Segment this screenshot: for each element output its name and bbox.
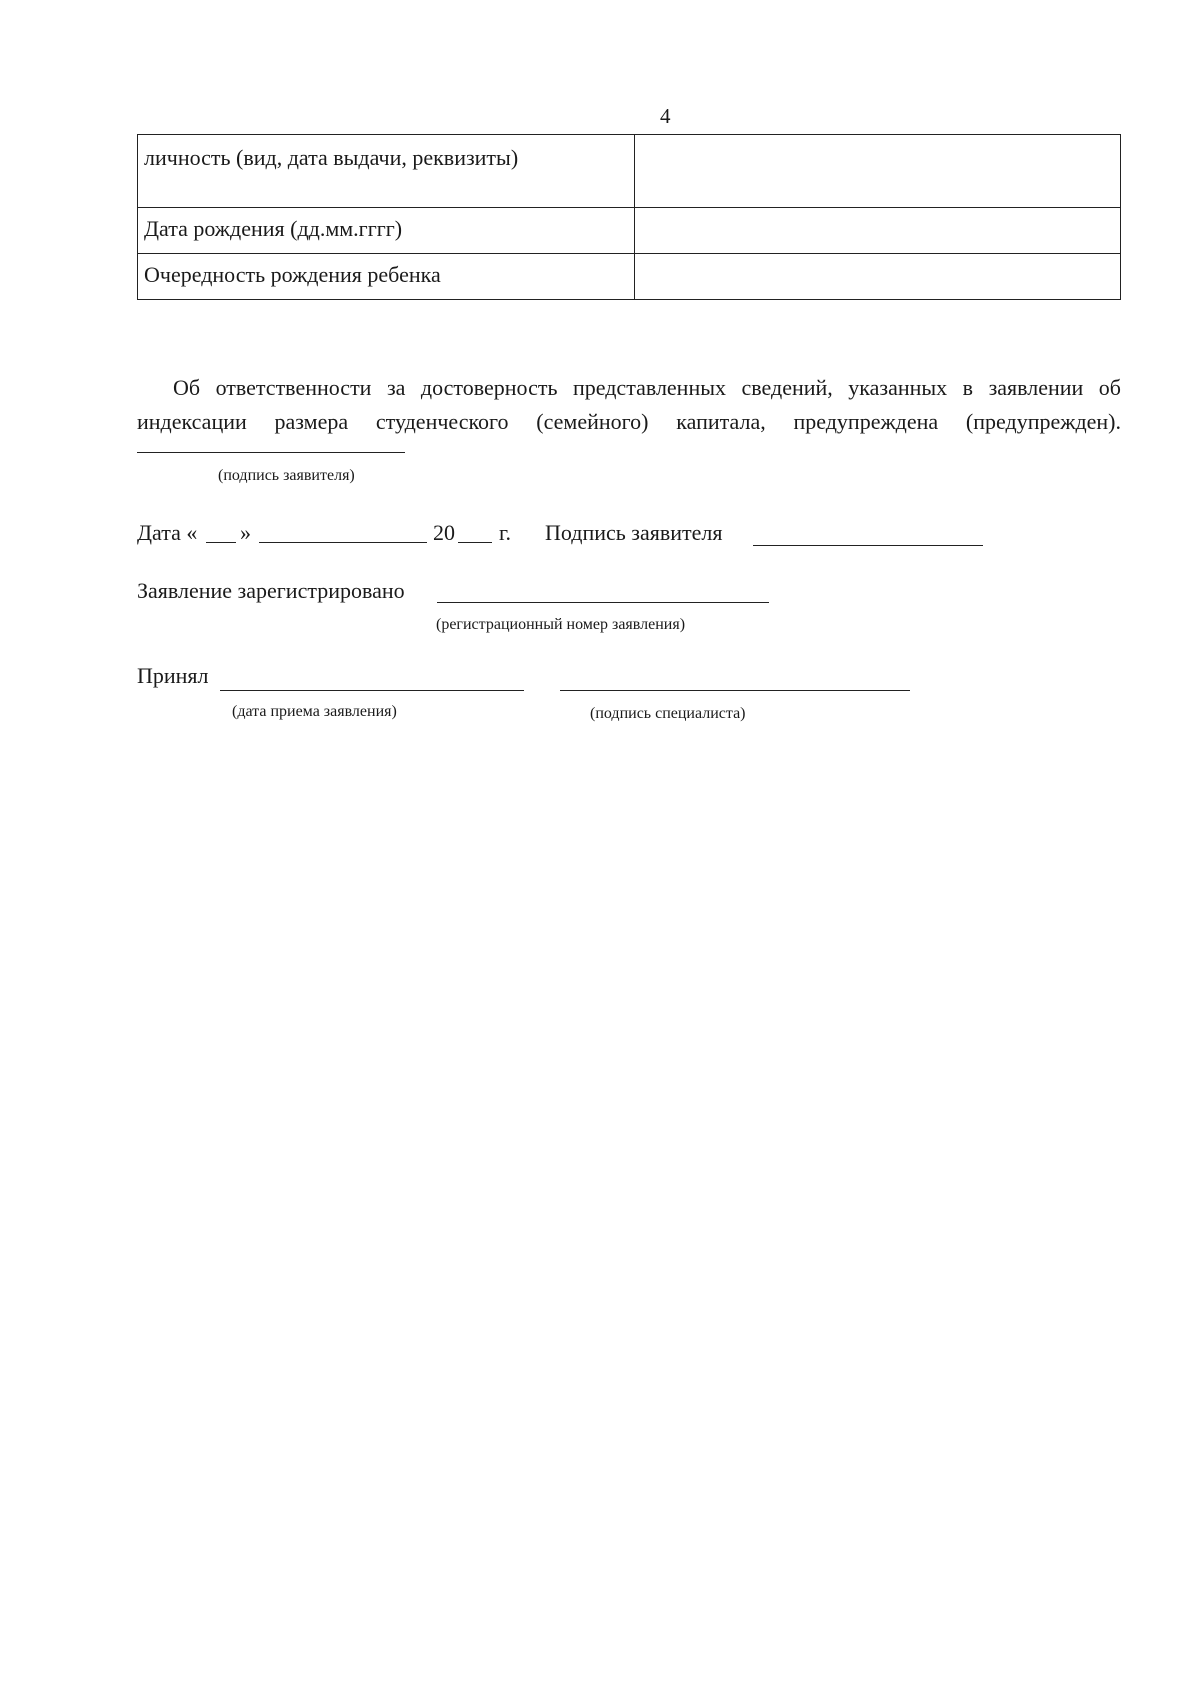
specialist-signature-field[interactable]	[560, 690, 910, 691]
table-cell-label: Дата рождения (дд.мм.гггг)	[138, 208, 635, 254]
registration-caption: (регистрационный номер заявления)	[436, 616, 686, 633]
date-year-suffix: г.	[499, 520, 512, 545]
statement-text: Об ответственности за достоверность представленных сведений, указанных в заявлении об индексации размера студенческого (семейного) капитала, предупреждена (предупрежден).	[137, 375, 1121, 434]
table-cell-value[interactable]	[635, 208, 1121, 254]
applicant-signature-label: Подпись заявителя	[545, 520, 723, 545]
registration-label: Заявление зарегистрировано	[137, 578, 405, 603]
date-quote-close: »	[240, 520, 251, 545]
acceptance-date-caption: (дата приема заявления)	[232, 703, 397, 720]
table-cell-label: Очередность рождения ребенка	[138, 254, 635, 300]
accepted-label: Принял	[137, 663, 209, 688]
date-day-field[interactable]	[206, 542, 236, 543]
date-month-field[interactable]	[259, 542, 427, 543]
date-year-prefix: 20	[433, 520, 455, 545]
applicant-info-table	[137, 134, 1121, 300]
table-row	[138, 135, 1121, 208]
applicant-signature-field[interactable]	[753, 545, 983, 546]
date-year-field[interactable]	[458, 542, 492, 543]
responsibility-statement	[137, 371, 1121, 439]
specialist-signature-caption: (подпись специалиста)	[590, 705, 746, 722]
applicant-signature-caption: (подпись заявителя)	[218, 467, 355, 484]
acceptance-date-field[interactable]	[220, 690, 524, 691]
table-cell-label: личность (вид, дата выдачи, реквизиты)	[138, 135, 635, 208]
date-label: Дата «	[137, 520, 198, 545]
table-row	[138, 254, 1121, 300]
applicant-signature-line[interactable]	[137, 452, 405, 453]
table-cell-value[interactable]	[635, 135, 1121, 208]
registration-number-field[interactable]	[437, 602, 769, 603]
page-number: 4	[660, 104, 671, 128]
table-cell-value[interactable]	[635, 254, 1121, 300]
table-row	[138, 208, 1121, 254]
